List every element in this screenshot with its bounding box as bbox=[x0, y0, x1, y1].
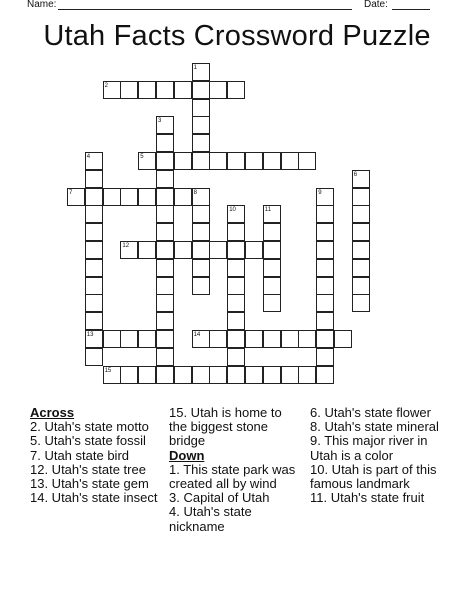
grid-cell[interactable] bbox=[352, 294, 370, 312]
grid-cell[interactable] bbox=[120, 366, 138, 384]
grid-cell[interactable] bbox=[245, 366, 263, 384]
clue-number: 1 bbox=[193, 65, 197, 71]
grid-cell[interactable] bbox=[192, 63, 210, 81]
grid-cell[interactable] bbox=[263, 277, 281, 295]
clue-number: 5 bbox=[140, 154, 144, 160]
grid-cell[interactable] bbox=[263, 330, 281, 348]
clue-item: 3. Capital of Utah bbox=[169, 490, 270, 506]
grid-cell[interactable] bbox=[156, 205, 174, 223]
grid-cell[interactable] bbox=[316, 366, 334, 384]
clue-item: 6. Utah's state flower bbox=[310, 405, 431, 420]
clue-number: 3 bbox=[158, 118, 162, 125]
grid-cell[interactable] bbox=[227, 81, 245, 99]
grid-cell[interactable] bbox=[192, 205, 210, 223]
grid-cell[interactable] bbox=[156, 330, 174, 348]
grid-cell[interactable] bbox=[85, 348, 103, 366]
grid-cell[interactable] bbox=[192, 330, 210, 348]
grid-cell[interactable] bbox=[192, 366, 210, 384]
grid-cell[interactable] bbox=[316, 205, 334, 223]
grid-cell[interactable] bbox=[138, 330, 156, 348]
grid-cell[interactable] bbox=[138, 152, 156, 170]
grid-cell[interactable] bbox=[316, 277, 334, 295]
grid-cell[interactable] bbox=[209, 81, 227, 99]
grid-cell[interactable] bbox=[192, 188, 210, 206]
grid-cell[interactable] bbox=[209, 330, 227, 348]
grid-cell[interactable] bbox=[352, 188, 370, 206]
grid-cell[interactable] bbox=[227, 259, 245, 277]
clue-number: 13 bbox=[86, 332, 94, 338]
grid-cell[interactable] bbox=[156, 277, 174, 295]
grid-cell[interactable] bbox=[227, 277, 245, 295]
grid-cell[interactable] bbox=[120, 188, 138, 206]
grid-cell[interactable] bbox=[334, 330, 352, 348]
grid-cell[interactable] bbox=[227, 348, 245, 366]
grid-cell[interactable] bbox=[352, 259, 370, 277]
grid-cell[interactable] bbox=[192, 259, 210, 277]
grid-cell[interactable] bbox=[227, 330, 245, 348]
clue-number: 11 bbox=[264, 207, 272, 214]
clue-number: 6 bbox=[353, 171, 358, 178]
grid-cell[interactable] bbox=[138, 81, 156, 99]
clue-column-1 bbox=[30, 406, 160, 505]
grid-cell[interactable] bbox=[85, 312, 103, 330]
grid-cell[interactable] bbox=[156, 152, 174, 170]
grid-cell[interactable] bbox=[263, 294, 281, 312]
clue-item: 7. Utah state bird bbox=[30, 447, 129, 463]
down-clue-list bbox=[169, 463, 297, 534]
clue-number: 8 bbox=[193, 189, 197, 196]
clue-number: 7 bbox=[69, 189, 73, 196]
clue-item: 8. Utah's state mineral bbox=[310, 419, 439, 435]
clue-item: 5. Utah's state fossil bbox=[30, 433, 146, 449]
clue-item: 9. This major river in Utah is a color bbox=[310, 433, 428, 463]
grid-cell[interactable] bbox=[316, 188, 334, 206]
grid-cell[interactable] bbox=[85, 205, 103, 223]
grid-cell[interactable] bbox=[316, 348, 334, 366]
grid-cell[interactable] bbox=[192, 152, 210, 170]
grid-cell[interactable] bbox=[209, 366, 227, 384]
grid-cell[interactable] bbox=[316, 223, 334, 241]
grid-cell[interactable] bbox=[156, 259, 174, 277]
grid-cell[interactable] bbox=[85, 294, 103, 312]
grid-cell[interactable] bbox=[120, 241, 138, 259]
grid-cell[interactable] bbox=[352, 170, 370, 188]
date-label: Date: bbox=[364, 0, 388, 10]
clue-number: 14 bbox=[193, 332, 201, 338]
grid-cell[interactable] bbox=[316, 294, 334, 312]
grid-cell[interactable] bbox=[85, 188, 103, 206]
grid-cell[interactable] bbox=[298, 366, 316, 384]
grid-cell[interactable] bbox=[192, 277, 210, 295]
grid-cell[interactable] bbox=[67, 188, 85, 206]
grid-cell[interactable] bbox=[192, 81, 210, 99]
grid-cell[interactable] bbox=[352, 277, 370, 295]
grid-cell[interactable] bbox=[103, 81, 121, 99]
grid-cell[interactable] bbox=[103, 330, 121, 348]
grid-cell[interactable] bbox=[352, 241, 370, 259]
grid-cell[interactable] bbox=[85, 152, 103, 170]
clue-item: 13. Utah's state gem bbox=[30, 476, 149, 492]
clue-item: 10. Utah is part of this famous landmark bbox=[310, 461, 437, 492]
grid-cell[interactable] bbox=[245, 241, 263, 259]
grid-cell[interactable] bbox=[281, 366, 299, 384]
grid-cell[interactable] bbox=[174, 241, 192, 259]
grid-cell[interactable] bbox=[156, 241, 174, 259]
across-clue-list bbox=[30, 420, 160, 505]
grid-cell[interactable] bbox=[227, 205, 245, 223]
grid-cell[interactable] bbox=[263, 152, 281, 170]
grid-cell[interactable] bbox=[227, 366, 245, 384]
grid-cell[interactable] bbox=[316, 312, 334, 330]
grid-cell[interactable] bbox=[156, 116, 174, 134]
grid-cell[interactable] bbox=[85, 241, 103, 259]
grid-cell[interactable] bbox=[156, 188, 174, 206]
grid-cell[interactable] bbox=[174, 152, 192, 170]
grid-cell[interactable] bbox=[120, 330, 138, 348]
clue-item: 15. Utah is home to the biggest stone bridge bbox=[169, 405, 282, 449]
clue-item: 4. Utah's state nickname bbox=[169, 504, 252, 534]
grid-cell[interactable] bbox=[156, 223, 174, 241]
grid-cell[interactable] bbox=[245, 330, 263, 348]
grid-cell[interactable] bbox=[192, 99, 210, 117]
grid-cell[interactable] bbox=[263, 223, 281, 241]
grid-cell[interactable] bbox=[227, 294, 245, 312]
grid-cell[interactable] bbox=[245, 152, 263, 170]
clue-number: 15 bbox=[104, 367, 112, 374]
grid-cell[interactable] bbox=[138, 366, 156, 384]
grid-cell[interactable] bbox=[156, 348, 174, 366]
grid-cell[interactable] bbox=[227, 152, 245, 170]
grid-cell[interactable] bbox=[352, 223, 370, 241]
grid-cell[interactable] bbox=[103, 366, 121, 384]
down-heading: Down bbox=[169, 447, 205, 463]
grid-cell[interactable] bbox=[120, 81, 138, 99]
page-title: Utah Facts Crossword Puzzle bbox=[43, 20, 431, 52]
grid-cell[interactable] bbox=[85, 223, 103, 241]
grid-cell[interactable] bbox=[156, 81, 174, 99]
grid-cell[interactable] bbox=[192, 116, 210, 134]
clue-column-3 bbox=[310, 406, 450, 505]
grid-cell[interactable] bbox=[227, 223, 245, 241]
grid-cell[interactable] bbox=[352, 205, 370, 223]
across-heading: Across bbox=[30, 405, 75, 420]
grid-cell[interactable] bbox=[192, 241, 210, 259]
across-clue-list-continued bbox=[169, 406, 297, 449]
clue-number: 4 bbox=[86, 154, 91, 160]
clue-number: 10 bbox=[229, 207, 236, 214]
grid-cell[interactable] bbox=[263, 259, 281, 277]
grid-cell[interactable] bbox=[316, 259, 334, 277]
grid-cell[interactable] bbox=[156, 134, 174, 152]
grid-cell[interactable] bbox=[138, 188, 156, 206]
grid-cell[interactable] bbox=[263, 205, 281, 223]
grid-cell[interactable] bbox=[192, 223, 210, 241]
grid-cell[interactable] bbox=[281, 330, 299, 348]
grid-cell[interactable] bbox=[85, 330, 103, 348]
grid-cell[interactable] bbox=[85, 170, 103, 188]
grid-cell[interactable] bbox=[138, 241, 156, 259]
grid-cell[interactable] bbox=[174, 188, 192, 206]
grid-cell[interactable] bbox=[298, 152, 316, 170]
grid-cell[interactable] bbox=[263, 366, 281, 384]
grid-cell[interactable] bbox=[85, 259, 103, 277]
grid-cell[interactable] bbox=[156, 170, 174, 188]
clue-item: 14. Utah's state insect bbox=[30, 490, 158, 506]
down-clue-list-continued bbox=[310, 406, 450, 505]
grid-cell[interactable] bbox=[85, 277, 103, 295]
clue-item: 2. Utah's state motto bbox=[30, 419, 149, 435]
grid-cell[interactable] bbox=[209, 152, 227, 170]
grid-cell[interactable] bbox=[103, 188, 121, 206]
clue-number: 12 bbox=[122, 243, 130, 249]
grid-cell[interactable] bbox=[156, 312, 174, 330]
grid-cell[interactable] bbox=[156, 366, 174, 384]
clue-item: 12. Utah's state tree bbox=[30, 461, 146, 477]
clue-item: 1. This state park was created all by wind bbox=[169, 461, 296, 492]
clue-number: 9 bbox=[318, 189, 322, 196]
grid-cell[interactable] bbox=[281, 152, 299, 170]
name-label: Name: bbox=[27, 0, 57, 10]
grid-cell[interactable] bbox=[174, 81, 192, 99]
grid-cell[interactable] bbox=[156, 294, 174, 312]
grid-cell[interactable] bbox=[209, 241, 227, 259]
clue-item: 11. Utah's state fruit bbox=[310, 490, 425, 506]
grid-cell[interactable] bbox=[227, 312, 245, 330]
grid-cell[interactable] bbox=[316, 330, 334, 348]
grid-cell[interactable] bbox=[263, 241, 281, 259]
grid-cell[interactable] bbox=[316, 241, 334, 259]
grid-cell[interactable] bbox=[174, 366, 192, 384]
clue-column-2 bbox=[169, 406, 297, 534]
grid-cell[interactable] bbox=[192, 134, 210, 152]
clue-number: 2 bbox=[104, 82, 108, 89]
grid-cell[interactable] bbox=[298, 330, 316, 348]
grid-cell[interactable] bbox=[227, 241, 245, 259]
